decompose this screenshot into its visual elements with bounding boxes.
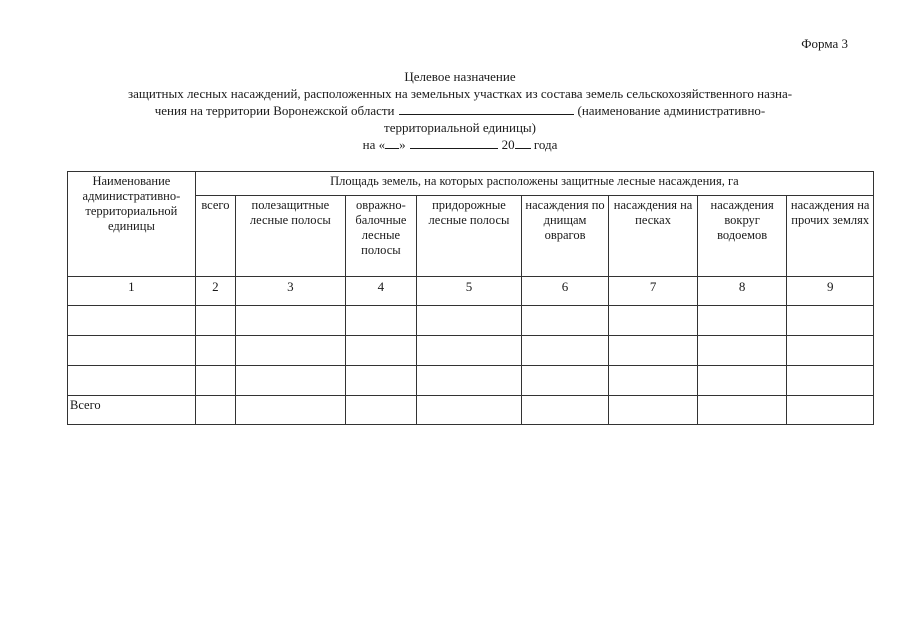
table-cell[interactable]	[787, 366, 874, 396]
header-col-field-belts: полезащитные лесные полосы	[236, 196, 346, 277]
table-cell[interactable]	[195, 306, 235, 336]
table-cell[interactable]	[417, 336, 522, 366]
table-cell[interactable]	[195, 336, 235, 366]
header-col-other-lands: насаждения на прочих землях	[787, 196, 874, 277]
forest-plantations-table	[67, 171, 874, 425]
table-cell[interactable]	[609, 336, 698, 366]
table-cell[interactable]	[697, 306, 787, 336]
heading-line-2: защитных лесных насаждений, расположенных на земельных участках из состава земель сельскохозяйственного назна-	[127, 86, 793, 101]
table-cell[interactable]	[236, 366, 346, 396]
column-number: 3	[236, 277, 346, 306]
table-row	[68, 336, 874, 366]
header-col-water-bodies: насаждения вокруг водоемов	[697, 196, 787, 277]
column-number: 4	[345, 277, 416, 306]
table-cell[interactable]	[521, 336, 609, 366]
year-word: года	[533, 137, 558, 152]
column-number: 1	[68, 277, 196, 306]
table-cell[interactable]	[521, 306, 609, 336]
table-cell[interactable]	[195, 366, 235, 396]
table-cell[interactable]	[521, 396, 609, 425]
table-cell[interactable]	[697, 396, 787, 425]
date-line	[70, 136, 850, 153]
table-cell[interactable]	[345, 336, 416, 366]
table-cell[interactable]	[68, 336, 196, 366]
column-number: 6	[521, 277, 609, 306]
table-cell[interactable]	[787, 306, 874, 336]
date-quote-close: »	[399, 137, 406, 152]
table-cell[interactable]	[697, 366, 787, 396]
total-row	[68, 396, 874, 425]
heading-line-4: территориальной единицы)	[384, 120, 536, 135]
column-number: 9	[787, 277, 874, 306]
table-cell[interactable]	[787, 396, 874, 425]
table-cell[interactable]	[68, 366, 196, 396]
header-col-total: всего	[195, 196, 235, 277]
table-cell[interactable]	[195, 396, 235, 425]
table-cell[interactable]	[68, 306, 196, 336]
year-prefix: 20	[501, 137, 515, 152]
table-cell[interactable]	[521, 366, 609, 396]
date-prefix: на «	[362, 137, 386, 152]
header-col-ravine-belts: овражно-балочные лесные полосы	[345, 196, 416, 277]
table-row	[68, 366, 874, 396]
table-cell[interactable]	[236, 336, 346, 366]
table-cell[interactable]	[609, 396, 698, 425]
table-cell[interactable]	[236, 396, 346, 425]
year-blank-field[interactable]	[515, 136, 531, 149]
table-cell[interactable]	[417, 306, 522, 336]
header-col-sands: насаждения на песках	[609, 196, 698, 277]
table-cell[interactable]	[345, 366, 416, 396]
heading-line-3-text: чения на территории Воронежской области	[154, 103, 395, 118]
column-number: 8	[697, 277, 787, 306]
table-cell[interactable]	[609, 366, 698, 396]
header-col-ravine-bottoms: насаждения по днищам оврагов	[521, 196, 609, 277]
column-number: 7	[609, 277, 698, 306]
column-number: 2	[195, 277, 235, 306]
column-numbers-row	[68, 277, 874, 306]
heading-title: Целевое назначение	[404, 69, 516, 84]
month-blank-field[interactable]	[410, 136, 498, 149]
table-cell[interactable]	[417, 396, 522, 425]
header-area-span: Площадь земель, на которых расположены защитные лесные насаждения, га	[195, 172, 873, 196]
table-cell[interactable]	[236, 306, 346, 336]
heading-line-3	[70, 102, 850, 119]
region-blank-field[interactable]	[399, 102, 574, 115]
document-heading	[70, 68, 850, 153]
header-unit-name: Наименование административно-территориальной единицы	[68, 172, 196, 277]
day-blank-field[interactable]	[385, 136, 399, 149]
table-cell[interactable]	[345, 306, 416, 336]
header-col-roadside-belts: придорожные лесные полосы	[417, 196, 522, 277]
table-cell[interactable]	[787, 336, 874, 366]
total-label: Всего	[68, 396, 196, 425]
heading-line-3-note: (наименование административно-	[577, 103, 766, 118]
table-row	[68, 306, 874, 336]
table-cell[interactable]	[609, 306, 698, 336]
form-number-label: Форма 3	[801, 36, 848, 51]
column-number: 5	[417, 277, 522, 306]
table-cell[interactable]	[417, 366, 522, 396]
table-cell[interactable]	[345, 396, 416, 425]
table-cell[interactable]	[697, 336, 787, 366]
